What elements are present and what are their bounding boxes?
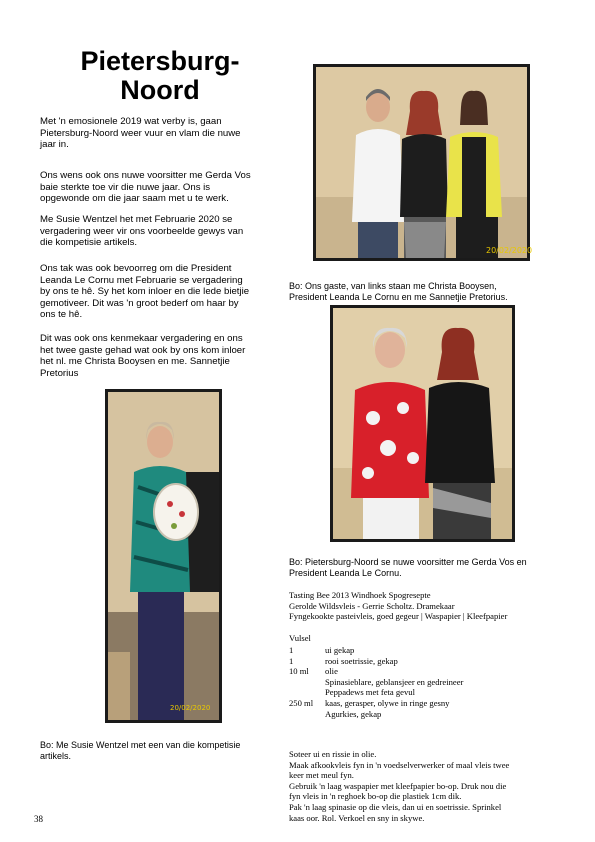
recipe-source: Tasting Bee 2013 Windhoek Spogresepte bbox=[289, 590, 431, 600]
ingredient-qty bbox=[289, 687, 325, 698]
paragraph-line: vergadering weer vir ons voorbeelde gewys van bbox=[40, 225, 244, 237]
page-number: 38 bbox=[34, 814, 43, 824]
ingredient-qty bbox=[289, 709, 325, 720]
paragraph-line: gemotiveer. Dit was 'n groot bederf om haar by bbox=[40, 297, 239, 309]
chair-photo-caption bbox=[289, 557, 569, 579]
paragraph-line: Ons tak was ook bevoorreg om die President bbox=[40, 263, 232, 274]
ingredient-item bbox=[289, 666, 579, 677]
guests-photo bbox=[313, 64, 533, 261]
method-line: keer met meul fyn. bbox=[289, 770, 354, 781]
ingredient-item bbox=[289, 645, 579, 656]
photo-date-stamp: 20/02/2020 bbox=[170, 704, 211, 712]
method-line: Pak 'n laag spinasie op die vleis, dan ui en soetrissie. Sprinkel bbox=[289, 801, 502, 812]
paragraph-line: ons te hê. bbox=[40, 309, 83, 321]
paragraph-line: Leanda Le Cornu met Februarie se vergadering bbox=[40, 274, 243, 286]
ingredient-name: olie bbox=[325, 666, 338, 677]
paragraph-line: Dit was ook ons kenmekaar vergadering en ons bbox=[40, 333, 243, 344]
paragraph-line: jaar in. bbox=[40, 139, 69, 151]
method-line: Maak afkookvleis fyn in 'n voedselverwerker of maal vleis twee bbox=[289, 759, 510, 770]
paragraph-line: by ons te hê. Sy het kom inloer en die lede bietjie bbox=[40, 286, 250, 298]
photo-date-stamp: 20/02/2020 bbox=[486, 246, 533, 255]
paragraph-line: Ons wens ook ons nuwe voorsitter me Gerda Vos bbox=[40, 170, 251, 181]
caption-line: Bo: Ons gaste, van links staan me Christa Booysen, bbox=[289, 281, 497, 291]
paragraph-line: die kompetisie artikels. bbox=[40, 237, 138, 249]
guests-paragraph bbox=[40, 333, 288, 379]
chair-paragraph bbox=[40, 170, 288, 205]
ingredient-item bbox=[289, 677, 579, 688]
competition-photo-caption bbox=[40, 740, 290, 762]
paragraph-line: Met 'n emosionele 2019 wat verby is, gaan bbox=[40, 116, 222, 127]
filling-heading: Vulsel bbox=[289, 633, 311, 643]
paragraph-line: Pietersburg-Noord weer vuur en vlam die nuwe bbox=[40, 127, 241, 139]
recipe-title: Gerolde Wildsvleis - Gerrie Scholtz. Dramekaar bbox=[289, 600, 455, 611]
chair-president-photo bbox=[330, 305, 515, 542]
page-title bbox=[40, 47, 280, 105]
ingredient-qty bbox=[289, 677, 325, 688]
paragraph-line: baie sterkte toe vir die nuwe jaar. Ons is bbox=[40, 181, 211, 193]
method-line: kaas oor. Rol. Verkoel en sny in skywe. bbox=[289, 812, 425, 823]
guests-photo-caption bbox=[289, 281, 569, 303]
ingredient-item bbox=[289, 687, 579, 698]
method-line: Soteer ui en rissie in olie. bbox=[289, 749, 377, 759]
paragraph-line: Me Susie Wentzel het met Februarie 2020 se bbox=[40, 214, 233, 225]
ingredient-qty: 1 bbox=[289, 655, 294, 666]
competition-paragraph bbox=[40, 214, 288, 249]
competition-entry-photo bbox=[105, 389, 222, 723]
ingredient-name: ui gekap bbox=[325, 645, 355, 655]
method-line: Gebruik 'n laag waspapier met kleefpapier bo-op. Druk nou die bbox=[289, 780, 507, 791]
caption-line: President Leanda Le Cornu. bbox=[289, 568, 402, 578]
paragraph-line: opgewonde om die jaar saam met u te werk. bbox=[40, 193, 229, 205]
caption-line: President Leanda Le Cornu en me Sannetjie Pretorius. bbox=[289, 292, 508, 302]
ingredient-qty: 1 bbox=[289, 645, 294, 655]
ingredient-name: rooi soetrissie, gekap bbox=[325, 655, 398, 666]
ingredient-name: Agurkies, gekap bbox=[325, 708, 382, 719]
president-paragraph bbox=[40, 263, 288, 321]
caption-line: artikels. bbox=[40, 751, 72, 761]
recipe-method bbox=[289, 749, 573, 823]
recipe-header bbox=[289, 590, 579, 622]
caption-line: Bo: Pietersburg-Noord se nuwe voorsitter me Gerda Vos en bbox=[289, 557, 527, 567]
title-line-2: Noord bbox=[120, 75, 200, 105]
ingredient-item bbox=[289, 709, 579, 720]
method-line: fyn vleis in 'n reghoek bo-op die plastiek 1cm dik. bbox=[289, 791, 462, 802]
ingredient-item bbox=[289, 698, 579, 709]
recipe-subtitle: Fyngekookte pasteivleis, goed gegeur | Waspapier | Kleefpapier bbox=[289, 611, 508, 622]
ingredient-item bbox=[289, 656, 579, 667]
ingredient-name: Peppadews met feta gevul bbox=[325, 687, 415, 698]
ingredient-name: kaas, gerasper, olywe in ringe gesny bbox=[325, 697, 450, 708]
paragraph-line: het nl. me Christa Booysen en me. Sannetjie bbox=[40, 356, 230, 368]
ingredient-qty: 250 ml bbox=[289, 697, 314, 708]
ingredient-qty: 10 ml bbox=[289, 666, 309, 677]
paragraph-line: het twee gaste gehad wat ook by ons kom inloer bbox=[40, 344, 246, 356]
title-line-1: Pietersburg- bbox=[80, 46, 240, 76]
ingredient-list bbox=[289, 645, 579, 719]
caption-line: Bo: Me Susie Wentzel met een van die kompetisie bbox=[40, 740, 241, 750]
paragraph-line: Pretorius bbox=[40, 367, 79, 379]
intro-paragraph bbox=[40, 116, 288, 151]
ingredient-name: Spinasieblare, geblansjeer en gedreineer bbox=[325, 676, 464, 687]
